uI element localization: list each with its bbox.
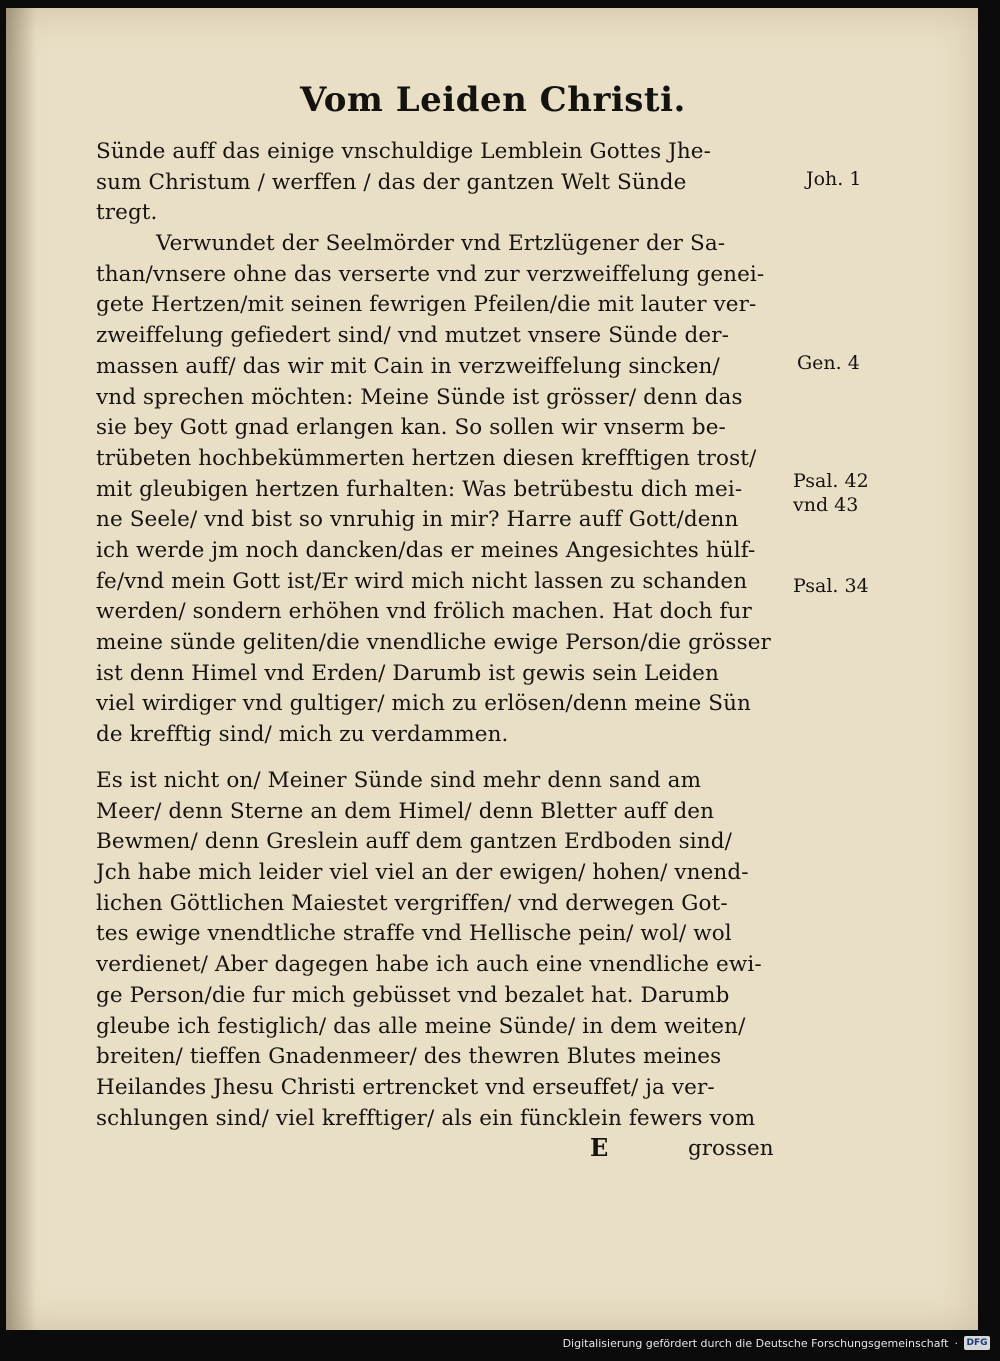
catchword: grossen (688, 1136, 774, 1161)
text-line: massen auff/ das wir mit Cain in verzweiffelung sincken/ (96, 353, 720, 379)
paragraph-2 (96, 766, 796, 1134)
footer-text: Digitalisierung gefördert durch die Deutsche Forschungsgemeinschaft (562, 1336, 949, 1350)
text-line: gete Hertzen/mit seinen fewrigen Pfeilen/die mit lauter ver- (96, 292, 757, 318)
text-line: Bewmen/ denn Greslein auff dem gantzen Erdboden sind/ (96, 829, 732, 855)
text-line: vnd sprechen möchten: Meine Sünde ist grösser/ denn das (96, 384, 743, 410)
text-line: tes ewige vnendtliche straffe vnd Hellische pein/ wol/ wol (96, 921, 732, 947)
text-line: viel wirdiger vnd gultiger/ mich zu erlösen/denn meine Sün (96, 691, 751, 717)
margin-note-psal34: Psal. 34 (793, 575, 869, 597)
text-line: ist denn Himel vnd Erden/ Darumb ist gewis sein Leiden (96, 660, 719, 686)
text-line: mit gleubigen hertzen furhalten: Was betrübestu dich mei- (96, 476, 743, 502)
text-line: meine sünde geliten/die vnendliche ewige Person/die grösser (96, 630, 771, 655)
signature-mark: E (590, 1133, 609, 1162)
text-line: ich werde jm noch dancken/das er meines Angesichtes hülf- (96, 537, 756, 563)
text-line: zweiffelung gefiedert sind/ vnd mutzet vnsere Sünde der- (96, 323, 729, 349)
text-line: Sünde auff das einige vnschuldige Lemblein Gottes Jhe- (96, 139, 712, 164)
text-line: sum Christum / werffen / das der gantzen Welt Sünde (96, 169, 687, 195)
text-line: tregt. (96, 200, 158, 226)
text-line: Meer/ denn Sterne an dem Himel/ denn Bletter auff den (96, 798, 715, 824)
text-line: verdienet/ Aber dagegen habe ich auch eine vnendliche ewi- (96, 952, 762, 978)
text-line: trübeten hochbekümmerten hertzen diesen krefftigen trost/ (96, 445, 757, 471)
text-line: Verwundet der Seelmörder vnd Ertzlügener der Sa- (156, 231, 726, 257)
margin-note-joh: Joh. 1 (806, 168, 862, 190)
text-line: Jch habe mich leider viel viel an der ewigen/ hohen/ vnend- (96, 860, 749, 886)
running-header: Vom Leiden Christi. (300, 80, 686, 120)
margin-note-psal42: Psal. 42 (793, 470, 869, 492)
text-line: fe/vnd mein Gott ist/Er wird mich nicht lassen zu schanden (96, 568, 748, 594)
text-line: lichen Göttlichen Maiestet vergriffen/ vnd derwegen Got- (96, 890, 728, 916)
dfg-logo-icon: DFG (964, 1336, 990, 1350)
text-line: de krefftig sind/ mich zu verdammen. (96, 722, 509, 748)
margin-note-gen: Gen. 4 (797, 352, 860, 374)
text-line: than/vnsere ohne das verserte vnd zur verzweiffelung genei- (96, 261, 765, 287)
text-line: werden/ sondern erhöhen vnd frölich machen. Hat doch fur (96, 599, 752, 625)
paragraph-1 (96, 137, 796, 751)
text-line: sie bey Gott gnad erlangen kan. So sollen wir vnserm be- (96, 415, 726, 441)
text-line: schlungen sind/ viel krefftiger/ als ein füncklein fewers vom (96, 1105, 756, 1131)
footer-credit (563, 1333, 990, 1353)
text-line: gleube ich festiglich/ das alle meine Sünde/ in dem weiten/ (96, 1013, 746, 1039)
margin-note-psal42-cont: vnd 43 (793, 494, 859, 516)
footer-separator: · (954, 1336, 958, 1350)
text-line: Heilandes Jhesu Christi ertrencket vnd erseuffet/ ja ver- (96, 1074, 715, 1100)
text-line: Es ist nicht on/ Meiner Sünde sind mehr denn sand am (96, 768, 702, 793)
text-line: breiten/ tieffen Gnadenmeer/ des thewren Blutes meines (96, 1044, 722, 1070)
text-line: ne Seele/ vnd bist so vnruhig in mir? Harre auff Gott/denn (96, 507, 739, 533)
text-line: ge Person/die fur mich gebüsset vnd bezalet hat. Darumb (96, 982, 730, 1008)
page-fold-shadow (6, 8, 36, 1330)
